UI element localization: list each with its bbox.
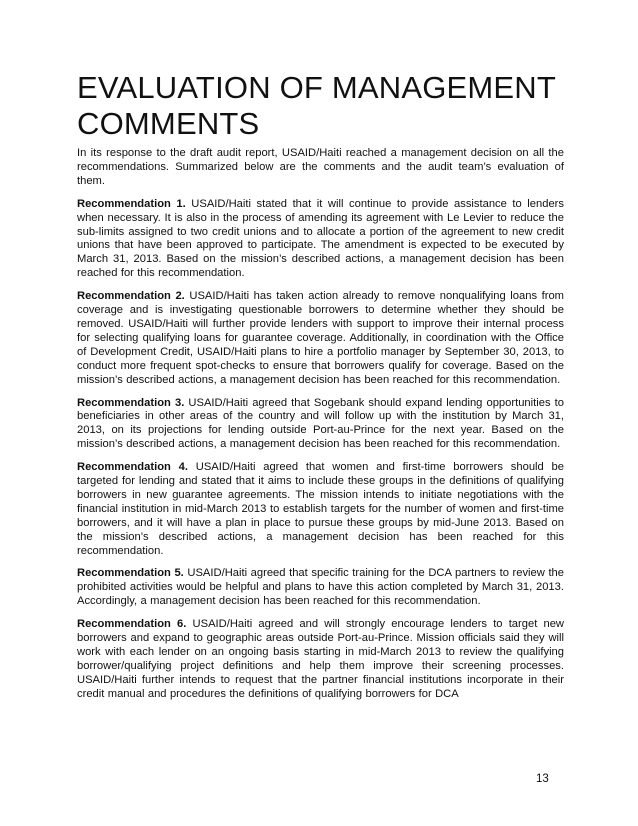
recommendation-6-paragraph [77, 618, 564, 701]
recommendation-6-text: USAID/Haiti agreed and will strongly encourage lenders to target new borrowers and expand to geographic areas outside Port-au-Prince. Mission officials said they will work with each lender on an ongoing basis starting in mid-March 2013 to review the qualifying borrower/qualifying project definitions and help them improve their screening processes. USAID/Haiti further intends to request that the partner financial institutions incorporate in their credit manual and procedures the definitions of qualifying borrowers for DCA [77, 618, 565, 700]
recommendation-3-paragraph [77, 397, 564, 453]
page-number: 13 [536, 773, 549, 785]
intro-paragraph: In its response to the draft audit report, USAID/Haiti reached a management decision on all the recommendations. Summarized below are the comments and the audit team’s evaluation of them. [77, 147, 564, 187]
recommendation-2-label: Recommendation 2. [77, 290, 185, 303]
recommendation-4-text: USAID/Haiti agreed that women and first-time borrowers should be targeted for lending and stated that it aims to include these groups in the definitions of qualifying borrowers in new guarantee agreements. The mission intends to initiate negotiations with the financial institution in mid-March 2013 to establish targets for the number of women and first-time borrowers, and it will have a plan in place to pursue these groups by mid-June 2013. Based on the mission’s described actions, a management decision has been reached for this recommendation. [77, 461, 564, 557]
recommendation-3-text: USAID/Haiti agreed that Sogebank should expand lending opportunities to beneficiaries in other areas of the country and will follow up with the institution by March 31, 2013, on its projections for lending outside Port-au-Prince for the next year. Based on the mission’s described actions, a management decision has been reached for this recommendation. [77, 396, 564, 451]
recommendation-5-paragraph [77, 567, 564, 609]
recommendation-1-text: USAID/Haiti stated that it will continue to provide assistance to lenders when necessary. It is also in the process of amending its agreement with Le Levier to reduce the sub-limits assigned to two credit unions and to allocate a portion of the agreement to new credit unions that have been approved to participate. The amendment is expected to be executed by March 31, 2013. Based on the mission’s described actions, a management decision has been reached for this recommendation. [77, 197, 564, 280]
recommendation-1-paragraph [77, 198, 564, 281]
recommendation-4-paragraph [77, 461, 564, 558]
recommendation-1-label: Recommendation 1. [77, 197, 186, 210]
recommendation-4-label: Recommendation 4. [77, 461, 188, 474]
recommendation-3-label: Recommendation 3. [77, 396, 185, 409]
document-page [77, 70, 564, 711]
page-title: EVALUATION OF MANAGEMENT COMMENTS [77, 70, 556, 141]
recommendation-5-label: Recommendation 5. [77, 567, 184, 580]
recommendation-5-text: USAID/Haiti agreed that specific training for the DCA partners to review the prohibited activities would be helpful and plans to have this action completed by March 31, 2013. Accordingly, a management decision has been reached for this recommendation. [77, 567, 564, 608]
recommendation-2-paragraph [77, 290, 564, 387]
recommendation-2-text: USAID/Haiti has taken action already to remove nonqualifying loans from coverage and is investigating questionable borrowers to determine whether they should be removed. USAID/Haiti will further provide lenders with support to improve their internal process for selecting qualifying loans for guarantee coverage. Additionally, in coordination with the Office of Development Credit, USAID/Haiti plans to hire a portfolio manager by September 30, 2013, to conduct more frequent spot-checks to ensure that borrowers qualify for coverage. Based on the mission’s described actions, a management decision has been reached for this recommendation. [77, 290, 565, 386]
recommendation-6-label: Recommendation 6. [77, 618, 187, 631]
